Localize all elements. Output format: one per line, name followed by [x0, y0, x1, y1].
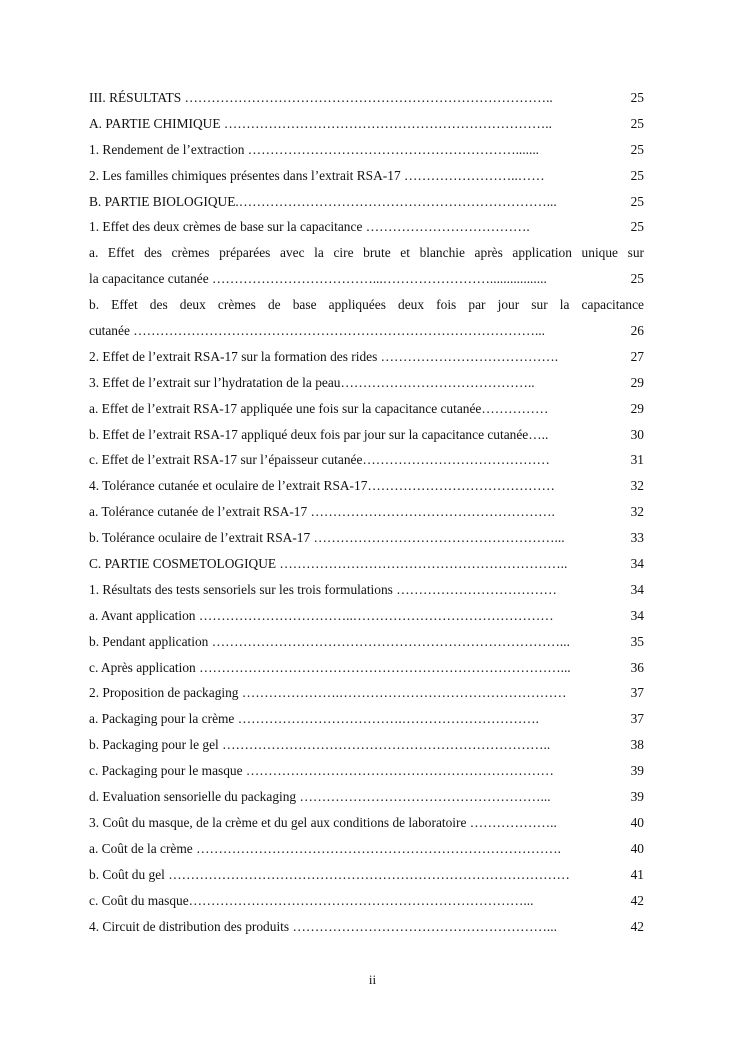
toc-entry-title: c. Coût du masque…………………………………………………………………...: [89, 892, 534, 908]
toc-entry-page: 34: [630, 607, 644, 623]
toc-entry[interactable]: [89, 318, 644, 344]
toc-entry-page: 35: [630, 633, 644, 649]
toc-entry[interactable]: [89, 784, 644, 810]
toc-entry[interactable]: [89, 447, 644, 473]
toc-entry[interactable]: [89, 525, 644, 551]
table-of-contents: [89, 85, 644, 939]
toc-entry-title: a. Packaging pour la crème ……………………………….………………………….: [89, 711, 540, 727]
toc-entry-page: 27: [630, 348, 644, 364]
toc-entry-title: a. Effet des crèmes préparées avec la cire brute et blanchie après application unique sur: [89, 245, 644, 261]
toc-entry-title: 4. Circuit de distribution des produits …………………………………………………...: [89, 918, 557, 934]
toc-entry[interactable]: [89, 344, 644, 370]
toc-entry-page: 38: [630, 737, 644, 753]
toc-entry-page: 36: [630, 659, 644, 675]
toc-entry[interactable]: [89, 189, 644, 215]
toc-entry-page: 33: [630, 530, 644, 546]
toc-entry-title: b. Effet de l’extrait RSA-17 appliqué deux fois par jour sur la capacitance cutanée…..: [89, 426, 549, 442]
toc-entry-title: 2. Effet de l’extrait RSA-17 sur la formation des rides ………………………………….: [89, 348, 559, 364]
toc-entry-title: 3. Coût du masque, de la crème et du gel aux conditions de laboratoire ………………..: [89, 814, 557, 830]
toc-entry[interactable]: [89, 473, 644, 499]
toc-entry[interactable]: [89, 85, 644, 111]
toc-entry-title: la capacitance cutanée ………………………………...…………………….................: [89, 271, 547, 287]
toc-entry-page: 34: [630, 556, 644, 572]
toc-entry-page: 25: [630, 167, 644, 183]
toc-entry[interactable]: [89, 240, 644, 266]
toc-entry-page: 25: [630, 141, 644, 157]
toc-entry-page: 42: [630, 918, 644, 934]
toc-entry[interactable]: [89, 111, 644, 137]
toc-entry-title: 1. Effet des deux crèmes de base sur la capacitance ……………………………….: [89, 219, 530, 235]
toc-entry-title: b. Coût du gel ………………………………………………………………………………: [89, 866, 570, 882]
page-number: ii: [368, 972, 377, 987]
toc-entry[interactable]: [89, 266, 644, 292]
toc-entry[interactable]: [89, 758, 644, 784]
toc-entry[interactable]: [89, 396, 644, 422]
toc-entry[interactable]: [89, 422, 644, 448]
toc-entry-title: a. Effet de l’extrait RSA-17 appliquée une fois sur la capacitance cutanée……………: [89, 400, 549, 416]
toc-entry[interactable]: [89, 370, 644, 396]
toc-entry-page: 42: [630, 892, 644, 908]
toc-entry-page: 40: [630, 814, 644, 830]
toc-entry[interactable]: [89, 836, 644, 862]
toc-entry-title: III. RÉSULTATS ………………………………………………………………………..: [89, 90, 553, 105]
toc-entry-page: 25: [630, 271, 644, 287]
toc-entry-title: d. Evaluation sensorielle du packaging ………………………………………………...: [89, 789, 551, 805]
toc-entry[interactable]: [89, 629, 644, 655]
toc-entry-title: 3. Effet de l’extrait sur l’hydratation de la peau……………………………………..: [89, 374, 535, 390]
toc-entry-page: 26: [630, 323, 644, 339]
toc-entry[interactable]: [89, 706, 644, 732]
toc-entry-title: A. PARTIE CHIMIQUE ………………………………………………………………..: [89, 115, 552, 131]
toc-entry[interactable]: [89, 214, 644, 240]
toc-entry-page: 32: [630, 478, 644, 494]
toc-entry[interactable]: [89, 914, 644, 940]
toc-entry-title: b. Packaging pour le gel ………………………………………………………………..: [89, 737, 551, 753]
toc-entry[interactable]: [89, 732, 644, 758]
toc-entry-page: 37: [630, 711, 644, 727]
toc-entry-title: 2. Les familles chimiques présentes dans l’extrait RSA-17 ……………………..……: [89, 167, 545, 183]
toc-entry-page: 29: [630, 374, 644, 390]
toc-entry-title: c. Packaging pour le masque ……………………………………………………………: [89, 763, 554, 779]
toc-entry-page: 25: [630, 90, 644, 105]
toc-entry-title: 1. Rendement de l’extraction …………………………………………………….......: [89, 141, 540, 157]
toc-entry-title: 2. Proposition de packaging ………………….……………………………………………: [89, 685, 567, 701]
toc-entry[interactable]: [89, 163, 644, 189]
toc-entry-page: 25: [630, 193, 644, 209]
toc-entry-title: b. Tolérance oculaire de l’extrait RSA-17 ………………………………………………...: [89, 530, 565, 546]
toc-entry-title: b. Effet des deux crèmes de base appliquées deux fois par jour sur la capacitance: [89, 297, 644, 313]
toc-entry-page: 37: [630, 685, 644, 701]
toc-entry-title: a. Avant application ……………………………..………………………………………: [89, 607, 554, 623]
toc-entry-page: 32: [630, 504, 644, 520]
toc-entry-title: cutanée ………………………………………………………………………………...: [89, 323, 545, 339]
toc-entry-page: 40: [630, 840, 644, 856]
toc-entry[interactable]: [89, 655, 644, 681]
toc-entry[interactable]: [89, 577, 644, 603]
toc-entry-page: 34: [630, 581, 644, 597]
toc-entry-title: B. PARTIE BIOLOGIQUE.……………………………………………………………...: [89, 193, 557, 209]
toc-entry-page: 41: [630, 866, 644, 882]
toc-entry[interactable]: [89, 137, 644, 163]
toc-entry-title: 4. Tolérance cutanée et oculaire de l’extrait RSA-17……………………………………: [89, 478, 555, 494]
toc-entry[interactable]: [89, 603, 644, 629]
toc-entry-page: 31: [630, 452, 644, 468]
toc-entry-title: c. Après application ………………………………………………………………………...: [89, 659, 571, 675]
toc-entry-title: C. PARTIE COSMETOLOGIQUE ………………………………………………………..: [89, 556, 568, 572]
toc-entry[interactable]: [89, 810, 644, 836]
toc-entry[interactable]: [89, 551, 644, 577]
toc-entry-title: c. Effet de l’extrait RSA-17 sur l’épaisseur cutanée……………………………………: [89, 452, 550, 468]
toc-entry[interactable]: [89, 292, 644, 318]
toc-entry-page: 25: [630, 115, 644, 131]
toc-entry[interactable]: [89, 862, 644, 888]
toc-entry-title: 1. Résultats des tests sensoriels sur les trois formulations ………………………………: [89, 581, 557, 597]
toc-entry-title: a. Coût de la crème ……………………………………………………………………….: [89, 840, 561, 856]
toc-entry-title: b. Pendant application ……………………………………………………………………...: [89, 633, 570, 649]
toc-entry-page: 39: [630, 763, 644, 779]
toc-entry-page: 39: [630, 789, 644, 805]
toc-entry-page: 25: [630, 219, 644, 235]
toc-entry[interactable]: [89, 680, 644, 706]
toc-entry-page: 30: [630, 426, 644, 442]
toc-entry-page: 29: [630, 400, 644, 416]
toc-entry[interactable]: [89, 499, 644, 525]
toc-entry[interactable]: [89, 888, 644, 914]
toc-entry-title: a. Tolérance cutanée de l’extrait RSA-17 ……………………………………………….: [89, 504, 555, 520]
